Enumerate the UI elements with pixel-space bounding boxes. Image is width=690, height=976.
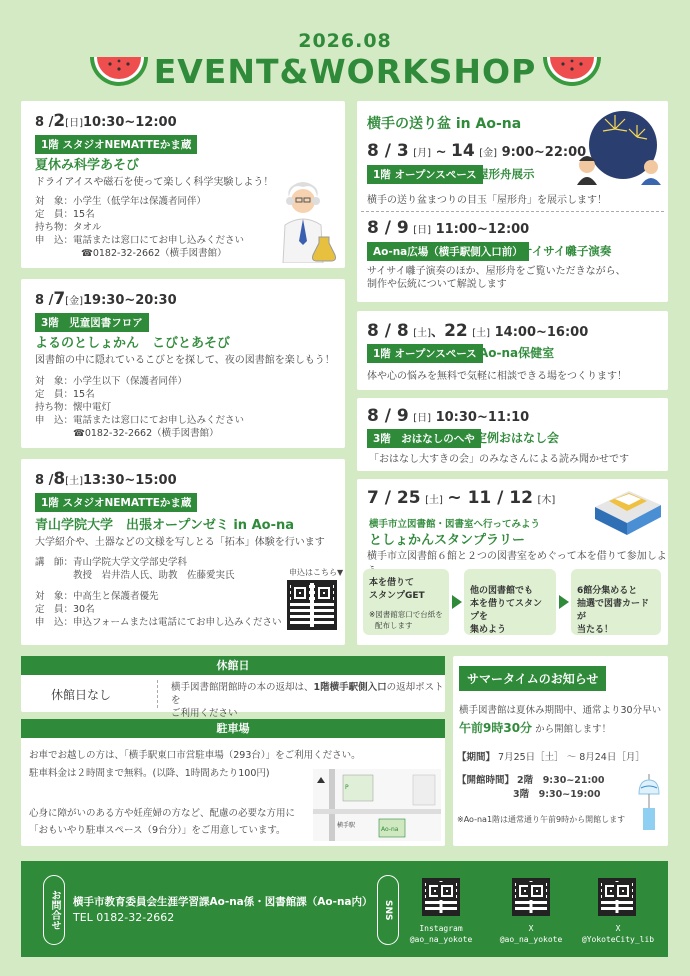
event-date: 8 / 9 [日] 10:30~11:10: [367, 406, 530, 426]
stamp-step-2: 他の図書館でも 本を借りてスタンプを 集めよう: [464, 569, 556, 635]
event-card-night-library: [21, 279, 345, 448]
event-info: 対 象：小学生（低学年は保護者同伴） 定 員：15名 持ち物：タオル 申 込：電話または窓口にてお申し込みください ☎0182-32-2662（横手図書館）: [35, 196, 245, 259]
event-date: 8 /8[土]13:30~15:00: [35, 469, 177, 489]
stamp-step-1: 本を借りて スタンプGET ※図書館窓口で台紙を 配布します: [363, 569, 449, 635]
parking-section: [21, 719, 445, 846]
summer-time-text: 横手図書館は夏休み期間中、通常より30分早い: [459, 705, 662, 716]
event-description: サイサイ囃子演奏のほか、屋形舟をご覧いただきながら、 制作や伝統について解説します: [367, 266, 626, 290]
contact-tel: TEL 0182-32-2662: [73, 911, 175, 924]
event-description: 大学紹介や、土器などの文様を写しとる「拓本」体験を行います: [35, 537, 325, 548]
page-title: EVENT&WORKSHOP: [153, 52, 537, 91]
event-description: ドライアイスや磁石を使って楽しく科学実験しよう！: [35, 177, 274, 188]
closed-days-heading: 休館日: [21, 656, 445, 675]
parking-map: [313, 769, 441, 841]
summer-time-section: [453, 656, 668, 846]
watermelon-icon: [541, 55, 603, 87]
event-title: 夏休み科学あそび: [35, 158, 140, 173]
scientist-illustration-icon: [279, 181, 339, 263]
library-building-icon: [589, 479, 665, 537]
event-location-tag: 3階 児童図書フロア: [35, 313, 149, 332]
x-account-library[interactable]: X @YokoteCity_lib: [581, 924, 655, 944]
event-date: 7 / 25 [土] ~ 11 / 12 [木]: [367, 488, 556, 508]
event-info: 対 象：小学生以下（保護者同伴） 定 員：15名 持ち物：懐中電灯 申 込：電話または窓口にてお申し込みください ☎0182-32-2662（横手図書館）: [35, 376, 245, 439]
stamp-step-3: 6館分集めると 抽選で図書カードが 当たる！: [571, 569, 661, 635]
event-location-tag: 1階 オープンスペース: [367, 344, 483, 363]
watermelon-icon: [88, 55, 150, 87]
event-title: としょかんスタンプラリー: [369, 533, 526, 548]
event-title: サイサイ囃子演奏: [521, 244, 612, 258]
parking-heading: 駐車場: [21, 719, 445, 738]
map-label-aona: Ao-na: [381, 826, 399, 833]
okuribon-b-date: 8 / 9 [日] 11:00~12:00: [367, 218, 530, 238]
footer: [21, 861, 668, 957]
summer-time-heading: サマータイムのお知らせ: [459, 666, 606, 691]
event-date: 8 /7[金]19:30~20:30: [35, 289, 177, 309]
event-location-tag: 1階 オープンスペース: [367, 165, 483, 184]
okuribon-card: [357, 101, 668, 302]
apply-label: 申込はこちら▼: [289, 568, 344, 577]
arrow-right-icon: [452, 595, 462, 609]
event-title: よるのとしょかん こびとあそび: [35, 336, 231, 351]
okuribon-a-date: 8 / 3 [月] ~ 14 [金] 9:00~22:00: [367, 141, 587, 161]
contact-org: 横手市教育委員会生涯学習課Ao-na係・図書館課（Ao-na内）: [73, 896, 373, 908]
closed-days-section: [21, 656, 445, 719]
event-description: 図書館の中に隠れているこびとを探して、夜の図書館を楽しもう！: [35, 355, 335, 366]
event-card-storytime: [357, 398, 668, 471]
summer-time-note: ※Ao-na1階は通常通り午前9時から開館します: [457, 815, 626, 824]
x-qr-code[interactable]: [512, 878, 550, 916]
instagram-account[interactable]: Instagram @ao_na_yokote: [409, 924, 473, 944]
closed-days-label: 休館日なし: [51, 688, 112, 702]
x-account-aona[interactable]: X @ao_na_yokote: [499, 924, 563, 944]
event-location-tag: 1階 スタジオNEMATTEかま蔵: [35, 493, 197, 512]
event-description: 「おはなし大すきの会」のみなさんによる読み聞かせです: [369, 454, 629, 465]
event-card-health-room: [357, 311, 668, 390]
svg-text:P: P: [345, 784, 349, 791]
event-location-tag: Ao-na広場（横手駅側入口前）: [367, 242, 529, 261]
divider: [157, 680, 158, 708]
event-title: 定例おはなし会: [475, 431, 560, 445]
event-card-open-seminar: [21, 459, 345, 645]
event-location-tag: 1階 スタジオNEMATTEかま蔵: [35, 135, 197, 154]
event-date: 8 /2[日]10:30~12:00: [35, 111, 177, 131]
okuribon-heading: 横手の送り盆 in Ao-na: [367, 116, 522, 132]
parking-info: お車でお越しの方は、「横手駅東口市営駐車場（293台）」をご利用ください。 駐車料金は２時間まで無料。(以降、1時間あたり100円): [29, 750, 361, 779]
arrow-right-icon: [559, 595, 569, 609]
summer-time-opening: 午前9時30分 から開館します！: [459, 721, 612, 735]
stamp-rally-subtitle: 横手市立図書館・図書室へ行ってみよう: [369, 519, 541, 530]
event-location-tag: 3階 おはなしのへや: [367, 429, 481, 448]
event-date: 8 / 8 [土]、22 [土] 14:00~16:00: [367, 321, 589, 341]
event-description: 横手市立図書館６館と２つの図書室をめぐって本を借りて参加しよ: [367, 551, 667, 562]
summer-time-hours: 【開館時間】 2階 9:30~21:00 3階 9:30~19:00: [457, 775, 605, 800]
event-title: 屋形舟展示: [477, 167, 535, 181]
sns-label: SNS: [377, 875, 399, 945]
contact-label: お問合せ: [43, 875, 65, 945]
instagram-qr-code[interactable]: [422, 878, 460, 916]
event-card-stamp-rally: [357, 479, 668, 645]
event-info: 講 師：青山学院大学文学部史学科 教授 岩井浩人氏、助教 佐藤愛実氏 対 象：中高生と保護者優先 定 員：30名 申 込：申込フォームまたは電話にてお申し込みください: [35, 557, 282, 628]
map-label-station: 横手駅: [337, 822, 356, 829]
x-qr-code-library[interactable]: [598, 878, 636, 916]
event-title: Ao-na保健室: [479, 346, 555, 360]
return-notice: 横手図書館閉館時の本の返却は、1階横手駅側入口の返却ポストを ご利用ください: [171, 682, 444, 719]
fireworks-illustration-icon: [575, 107, 665, 185]
divider: [361, 211, 664, 212]
apply-qr-code[interactable]: [287, 580, 337, 630]
event-title: 青山学院大学 出張オープンゼミ in Ao-na: [35, 518, 295, 533]
accessible-parking-info: 心身に障がいのある方や妊産婦の方など、配慮の必要な方用に 「おもいやり駐車スペース（9台分）」をご用意しています。: [29, 808, 296, 836]
event-description: 横手の送り盆まつりの目玉「屋形舟」を展示します！: [367, 195, 607, 206]
event-description: 体や心の悩みを無料で気軽に相談できる場をつくります！: [367, 371, 627, 382]
issue-year: 2026.08: [298, 30, 392, 52]
summer-time-period: 【期間】 7月25日［土］ ～ 8月24日［月］: [457, 752, 645, 763]
event-card-science: [21, 101, 345, 268]
wind-chime-icon: [633, 774, 665, 834]
